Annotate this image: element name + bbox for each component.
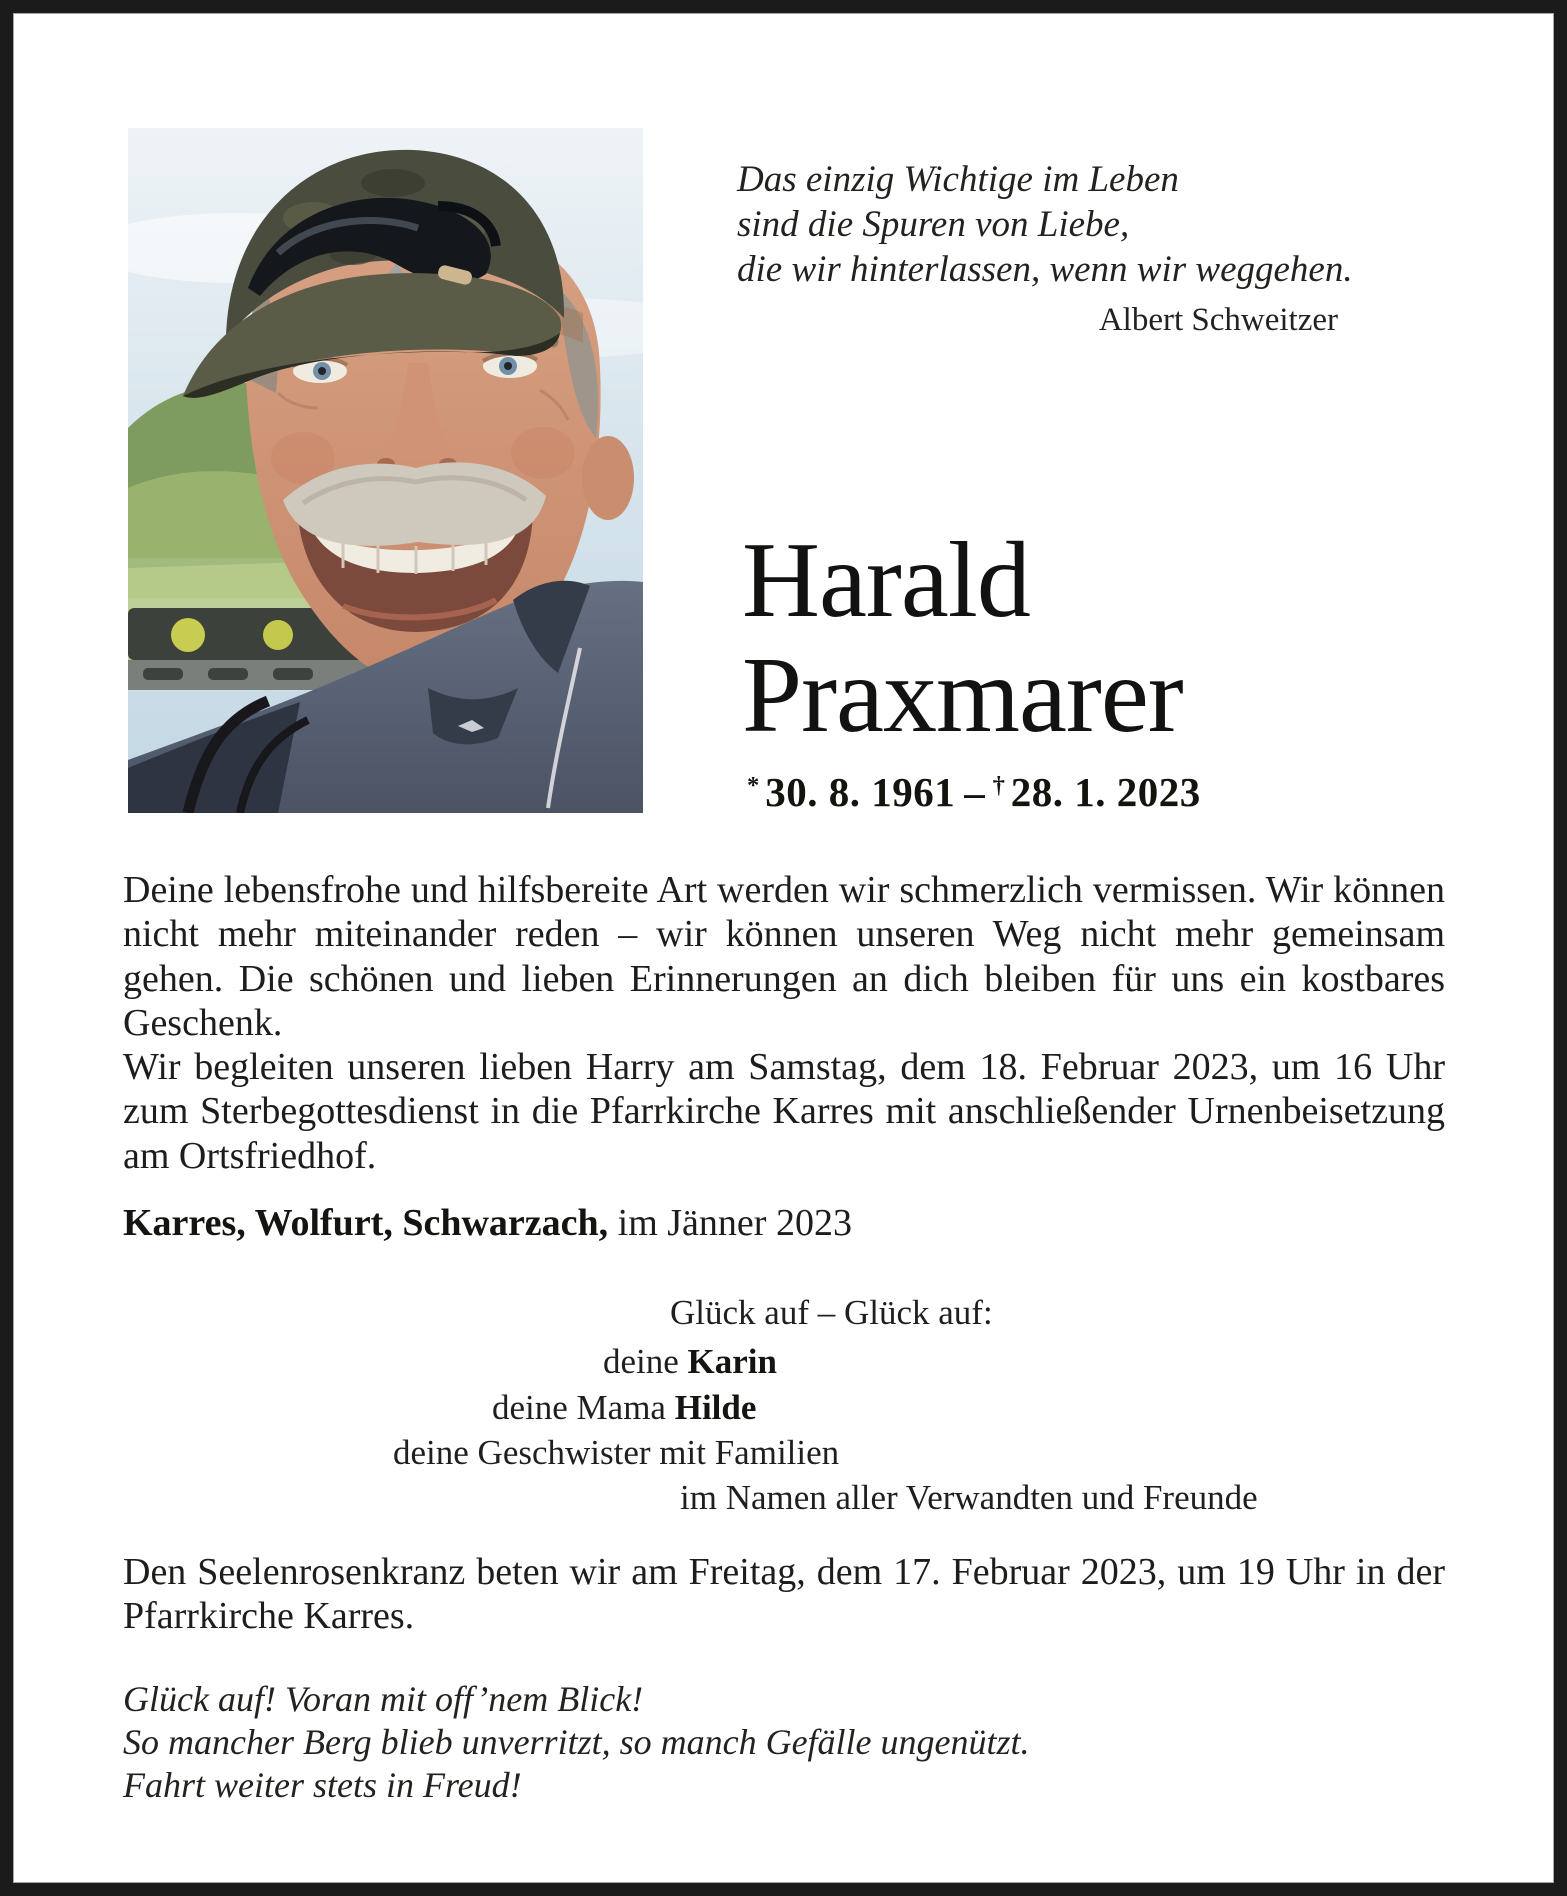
portrait-photo [128,128,643,813]
quote-line: Das einzig Wichtige im Leben [737,159,1179,200]
mourner-prefix: deine Geschwister mit Familien [393,1433,840,1472]
death-date: 28. 1. 2023 [1010,769,1201,815]
mourner-prefix: deine [603,1342,688,1381]
closing-verse [123,1678,1030,1807]
dateline-date: im Jänner 2023 [608,1202,852,1244]
deceased-first-name: Harald [742,521,1030,640]
life-dates [747,769,1201,815]
verse-line: Glück auf! Voran mit off’nem Blick! [123,1679,644,1719]
quote-line: sind die Spuren von Liebe, [737,204,1130,245]
birth-star-icon: * [747,772,760,800]
rosary-notice: Den Seelenrosenkranz beten wir am Freitag, dem 17. Februar 2023, um 19 Uhr in der Pfarrkirche Karres. [123,1551,1445,1638]
deceased-last-name: Praxmarer [742,636,1183,755]
verse-line: So mancher Berg blieb unverritzt, so manch Gefälle ungenützt. [123,1722,1030,1762]
dateline-places: Karres, Wolfurt, Schwarzach, [123,1202,609,1244]
dateline [123,1204,852,1242]
death-dagger-icon: † [992,772,1006,800]
mourner-name: Karin [687,1342,777,1381]
mourner-name: Hilde [674,1388,757,1427]
mourner-line [492,1390,756,1425]
birth-date: 30. 8. 1961 [765,769,956,815]
verse-line: Fahrt weiter stets in Freud! [123,1765,522,1805]
farewell-collective: im Namen aller Verwandten und Freunde [680,1478,1258,1517]
deceased-name [742,523,1183,753]
obituary-paragraph-1: Deine lebensfrohe und hilfsbereite Art werden wir schmerzlich vermissen. Wir können nicht mehr miteinander reden – wir können unseren Weg nicht mehr gemeinsam gehen. Die schönen und lieben Erinnerungen an dich bleiben für uns ein kostbares Geschenk. [123,869,1445,1044]
mourner-prefix: deine Mama [492,1388,675,1427]
memorial-quote [737,157,1402,337]
mourner-line [603,1344,777,1379]
portrait-photo-illustration [128,128,643,813]
obituary-paragraph-2: Wir begleiten unseren lieben Harry am Samstag, dem 18. Februar 2023, um 16 Uhr zum Sterbegottesdienst in die Pfarrkirche Karres mit anschließender Urnenbeisetzung am Ortsfriedhof. [123,1046,1445,1177]
mourner-line [393,1435,839,1470]
obituary-text [123,868,1445,1178]
dates-separator: – [964,769,986,815]
farewell-salute: Glück auf – Glück auf: [670,1293,993,1332]
quote-attribution: Albert Schweitzer [1098,302,1338,338]
quote-line: die wir hinterlassen, wenn wir weggehen. [737,249,1353,290]
